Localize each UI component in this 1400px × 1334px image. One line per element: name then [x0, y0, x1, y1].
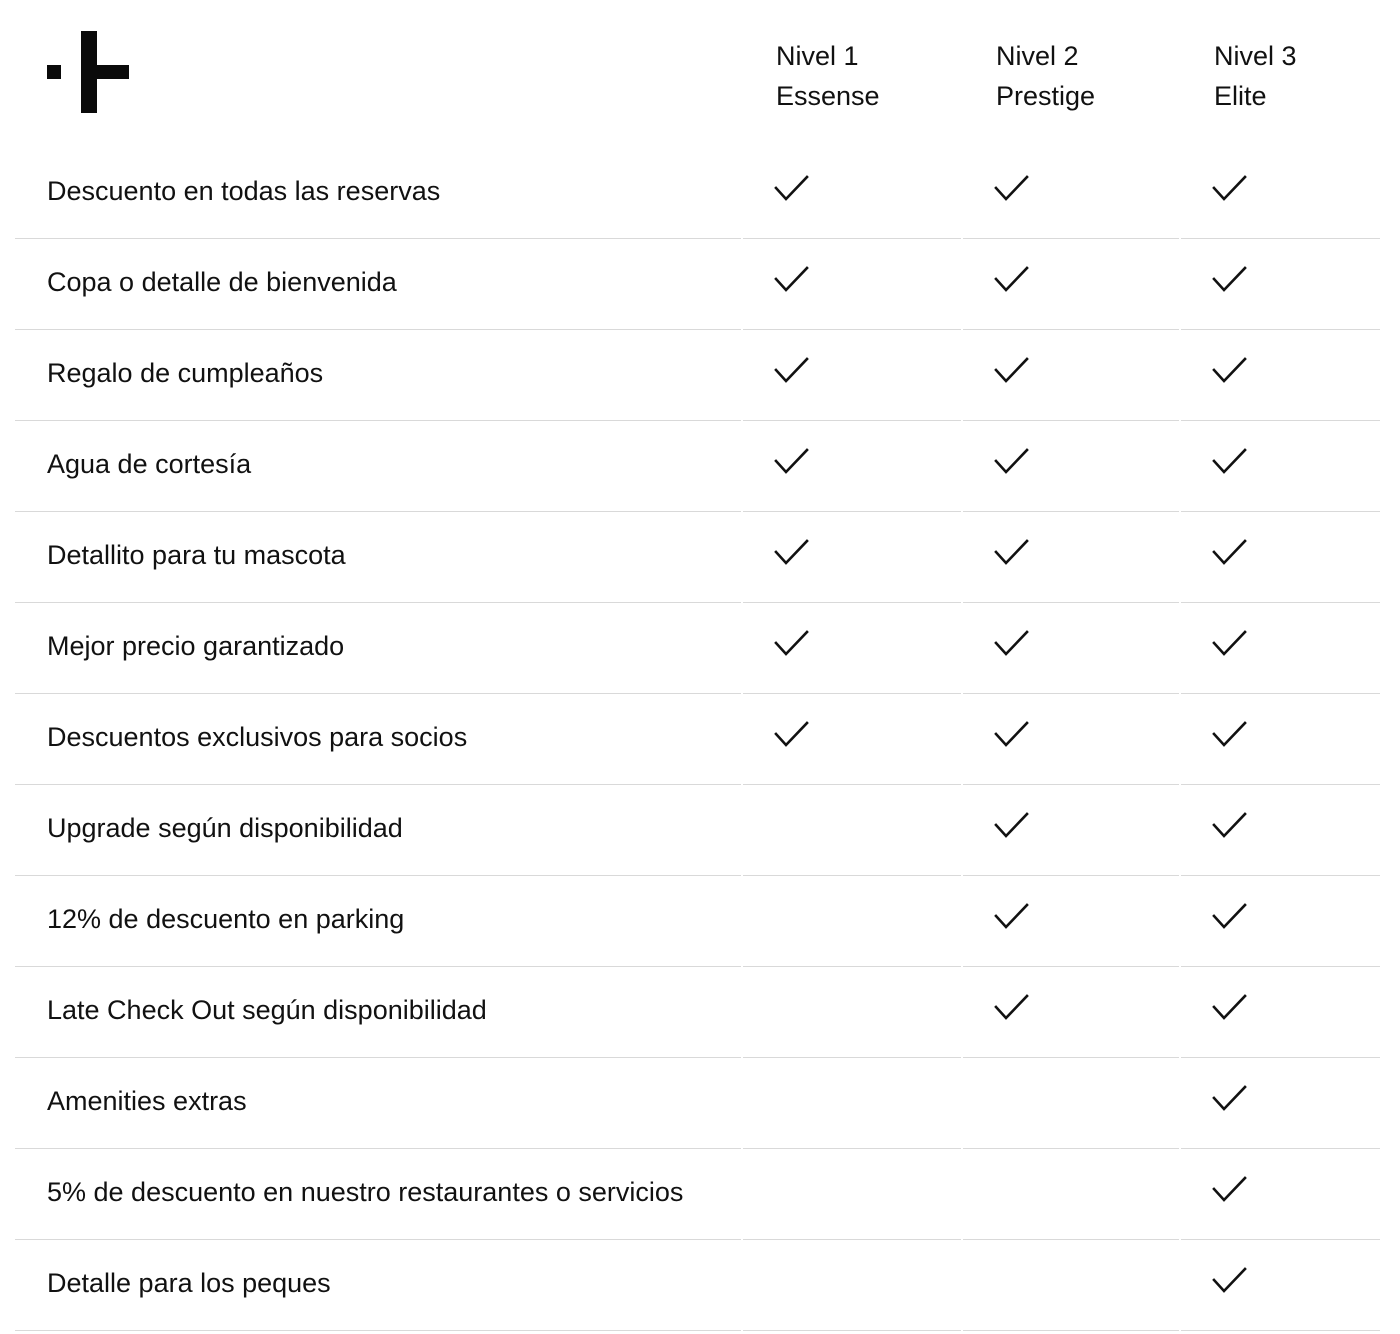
benefit-label: Copa o detalle de bienvenida	[47, 267, 397, 297]
check-icon	[774, 539, 810, 567]
check-icon	[994, 903, 1030, 931]
check-icon	[774, 357, 810, 385]
benefit-row	[15, 512, 1380, 603]
check-icon	[1212, 357, 1248, 385]
benefit-row	[15, 1240, 1380, 1331]
check-icon	[994, 994, 1030, 1022]
check-icon	[1212, 448, 1248, 476]
benefit-label: Detallito para tu mascota	[47, 540, 346, 570]
tier-name: Elite	[1214, 81, 1267, 111]
benefit-row	[15, 1058, 1380, 1149]
row-divider	[743, 1330, 961, 1331]
benefit-label: Detalle para los peques	[47, 1268, 331, 1298]
benefit-label: Descuento en todas las reservas	[47, 176, 441, 206]
benefit-row	[15, 1149, 1380, 1240]
check-icon	[1212, 721, 1248, 749]
tier-level: Nivel 2	[996, 41, 1079, 71]
benefit-label: Regalo de cumpleaños	[47, 358, 324, 388]
benefit-row	[15, 148, 1380, 239]
row-divider	[15, 1330, 741, 1331]
benefit-label: Amenities extras	[47, 1086, 247, 1116]
benefit-row	[15, 330, 1380, 421]
check-icon	[1212, 1267, 1248, 1295]
check-icon	[994, 266, 1030, 294]
tier-name: Prestige	[996, 81, 1096, 111]
check-icon	[1212, 1176, 1248, 1204]
benefit-label: 12% de descuento en parking	[47, 904, 405, 934]
check-icon	[1212, 903, 1248, 931]
check-icon	[1212, 175, 1248, 203]
benefits-table	[15, 148, 1380, 1331]
check-icon	[774, 721, 810, 749]
benefit-row	[15, 603, 1380, 694]
check-icon	[994, 448, 1030, 476]
tier-name: Essense	[776, 81, 880, 111]
check-icon	[774, 266, 810, 294]
benefit-label: Upgrade según disponibilidad	[47, 813, 403, 843]
check-icon	[1212, 630, 1248, 658]
check-icon	[994, 357, 1030, 385]
plus-cross-logo-icon	[47, 31, 129, 113]
tier-header-nivel-2	[996, 36, 1095, 116]
benefit-row	[15, 785, 1380, 876]
tier-header-nivel-1	[776, 36, 880, 116]
check-icon	[994, 175, 1030, 203]
benefit-label: Mejor precio garantizado	[47, 631, 345, 661]
row-divider	[963, 1330, 1179, 1331]
check-icon	[1212, 994, 1248, 1022]
benefit-row	[15, 876, 1380, 967]
benefit-label: Descuentos exclusivos para socios	[47, 722, 468, 752]
tier-level: Nivel 1	[776, 41, 859, 71]
benefit-label: Agua de cortesía	[47, 449, 252, 479]
check-icon	[1212, 539, 1248, 567]
tier-header-nivel-3	[1214, 36, 1297, 116]
check-icon	[994, 812, 1030, 840]
benefit-row	[15, 239, 1380, 330]
check-icon	[994, 721, 1030, 749]
benefit-row	[15, 421, 1380, 512]
row-divider	[1181, 1330, 1380, 1331]
benefit-label: Late Check Out según disponibilidad	[47, 995, 487, 1025]
tier-level: Nivel 3	[1214, 41, 1297, 71]
check-icon	[774, 630, 810, 658]
check-icon	[774, 175, 810, 203]
check-icon	[774, 448, 810, 476]
benefit-label: 5% de descuento en nuestro restaurantes o servicios	[47, 1177, 684, 1207]
benefit-row	[15, 694, 1380, 785]
check-icon	[1212, 266, 1248, 294]
check-icon	[1212, 812, 1248, 840]
check-icon	[1212, 1085, 1248, 1113]
check-icon	[994, 630, 1030, 658]
benefit-row	[15, 967, 1380, 1058]
check-icon	[994, 539, 1030, 567]
